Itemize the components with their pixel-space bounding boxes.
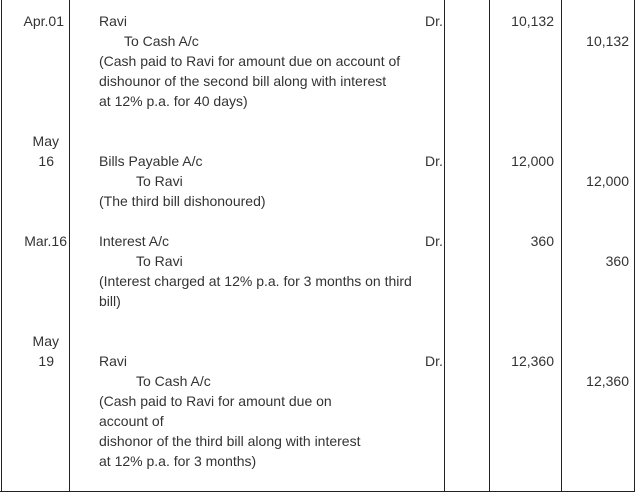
debit-amount: 360 — [530, 233, 554, 249]
narration-line: (The third bill dishonoured) — [99, 193, 266, 209]
credit-account: To Ravi — [136, 173, 183, 189]
entry-date: Apr.01 — [23, 13, 64, 29]
particulars-column-divider — [444, 0, 445, 492]
debit-account: Interest A/c — [99, 233, 170, 249]
dr-label: Dr. — [425, 233, 443, 249]
dr-label: Dr. — [425, 353, 443, 369]
credit-account: To Ravi — [136, 253, 183, 269]
credit-account: To Cash A/c — [136, 373, 211, 389]
credit-amount: 12,000 — [586, 173, 629, 189]
debit-column-divider — [561, 0, 562, 492]
dr-label: Dr. — [425, 153, 443, 169]
narration-line: dishonor of the third bill along with interest — [99, 433, 361, 449]
entry-date-day: 19 — [38, 353, 54, 369]
credit-amount: 12,360 — [586, 373, 629, 389]
credit-amount: 10,132 — [586, 33, 629, 49]
credit-account: To Cash A/c — [124, 33, 199, 49]
entry-date: Mar.16 — [24, 233, 67, 249]
narration-line: at 12% p.a. for 3 months) — [99, 453, 257, 469]
entry-date-day: 16 — [38, 153, 54, 169]
dr-label: Dr. — [425, 13, 443, 29]
date-column-divider — [69, 0, 70, 492]
narration-line: at 12% p.a. for 40 days) — [99, 93, 248, 109]
narration-line: dishounor of the second bill along with interest — [99, 73, 387, 89]
table-border-left — [1, 0, 2, 492]
narration-line: account of — [99, 413, 164, 429]
credit-amount: 360 — [605, 253, 629, 269]
entry-date-month: May — [32, 333, 59, 349]
narration-line: (Cash paid to Ravi for amount due on — [99, 393, 332, 409]
table-bottom-rule — [0, 491, 635, 492]
entry-date-month: May — [32, 133, 59, 149]
debit-account: Ravi — [99, 13, 128, 29]
narration-line: (Cash paid to Ravi for amount due on account of — [99, 53, 401, 69]
table-border-right — [634, 0, 635, 492]
debit-account: Ravi — [99, 353, 128, 369]
debit-amount: 12,000 — [511, 153, 554, 169]
narration-line: (Interest charged at 12% p.a. for 3 months on third — [99, 273, 412, 289]
debit-amount: 10,132 — [511, 13, 554, 29]
debit-account: Bills Payable A/c — [99, 153, 203, 169]
narration-line: bill) — [99, 293, 121, 309]
debit-amount: 12,360 — [511, 353, 554, 369]
